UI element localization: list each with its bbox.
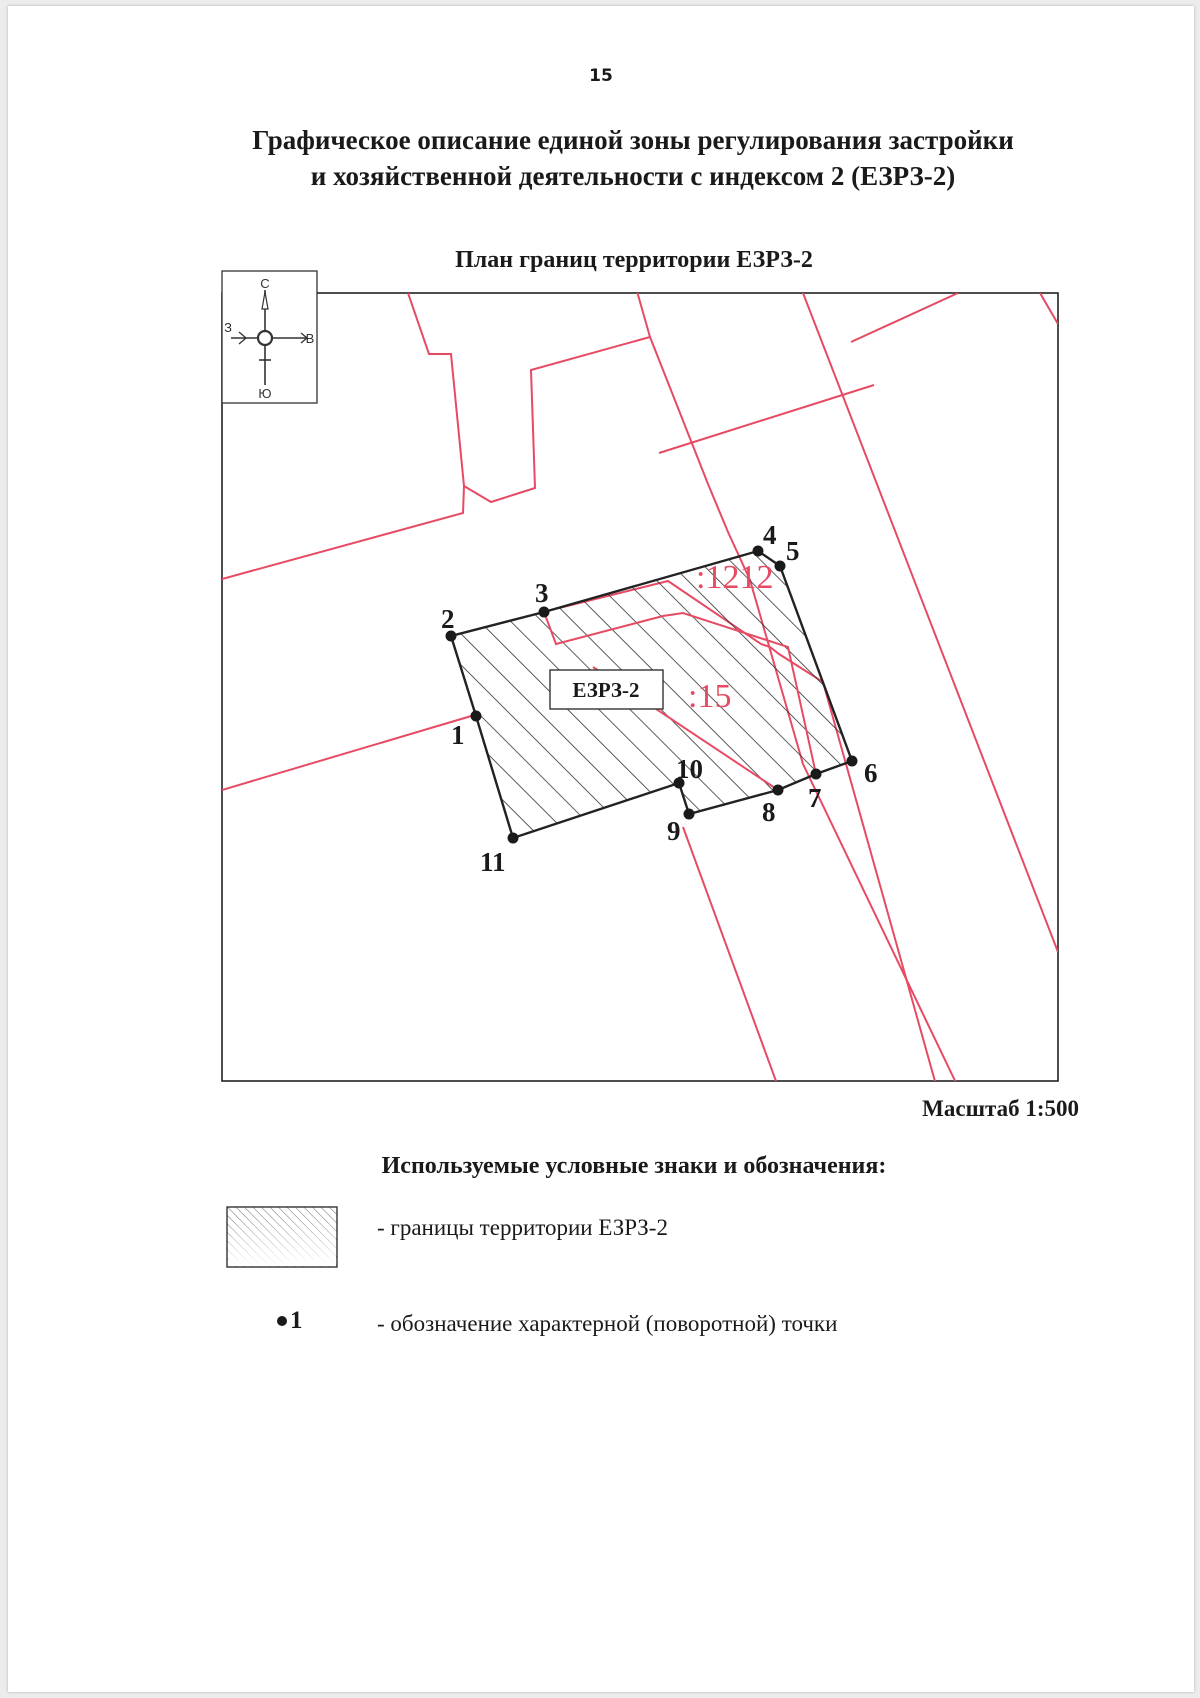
boundary-map <box>213 262 1068 1097</box>
parcel-label-15: :15 <box>688 678 732 715</box>
point-label-1: 1 <box>451 720 465 750</box>
map-scale: Масштаб 1:500 <box>922 1096 1079 1121</box>
point-label-5: 5 <box>786 536 800 566</box>
legend-point-symbol <box>277 1307 303 1335</box>
zone-label-text: ЕЗРЗ-2 <box>572 678 640 702</box>
point-label-6: 6 <box>864 758 878 788</box>
legend-point-text: - обозначение характерной (поворотной) точки <box>377 1311 838 1336</box>
point-label-3: 3 <box>535 578 549 608</box>
title-line-1: Графическое описание единой зоны регулирования застройки <box>252 125 1014 155</box>
document-page <box>8 6 1194 1692</box>
legend-zone-swatch <box>226 1206 338 1273</box>
point-marker-6 <box>847 756 858 767</box>
point-marker-8 <box>773 785 784 796</box>
point-label-2: 2 <box>441 604 455 634</box>
point-marker-1 <box>471 711 482 722</box>
point-marker-9 <box>684 809 695 820</box>
point-label-8: 8 <box>762 797 776 827</box>
point-marker-11 <box>508 833 519 844</box>
point-marker-3 <box>539 607 550 618</box>
compass-south-label: Ю <box>258 386 272 401</box>
compass-west-label: З <box>224 320 232 335</box>
compass-rose <box>222 271 317 403</box>
legend-title: Используемые условные знаки и обозначения: <box>381 1153 887 1179</box>
point-marker-5 <box>775 561 786 572</box>
compass-north-label: С <box>260 276 270 291</box>
plan-title: План границ территории ЕЗРЗ-2 <box>455 247 813 273</box>
document-title <box>8 122 1200 194</box>
point-marker-7 <box>811 769 822 780</box>
point-label-4: 4 <box>763 520 777 550</box>
point-label-9: 9 <box>667 816 681 846</box>
title-line-2: и хозяйственной деятельности с индексом 2 (ЕЗРЗ-2) <box>310 161 956 191</box>
point-dot-icon <box>277 1316 287 1326</box>
point-marker-4 <box>753 546 764 557</box>
legend-point-number: 1 <box>290 1307 303 1334</box>
point-label-7: 7 <box>808 783 822 813</box>
point-label-11: 11 <box>480 847 506 877</box>
point-label-10: 10 <box>676 754 703 784</box>
legend-zone-text: - границы территории ЕЗРЗ-2 <box>377 1215 668 1240</box>
compass-east-label: В <box>305 331 315 346</box>
zone-label <box>550 670 663 709</box>
parcel-label-1212: :1212 <box>696 559 774 596</box>
page-number: 15 <box>589 66 613 86</box>
